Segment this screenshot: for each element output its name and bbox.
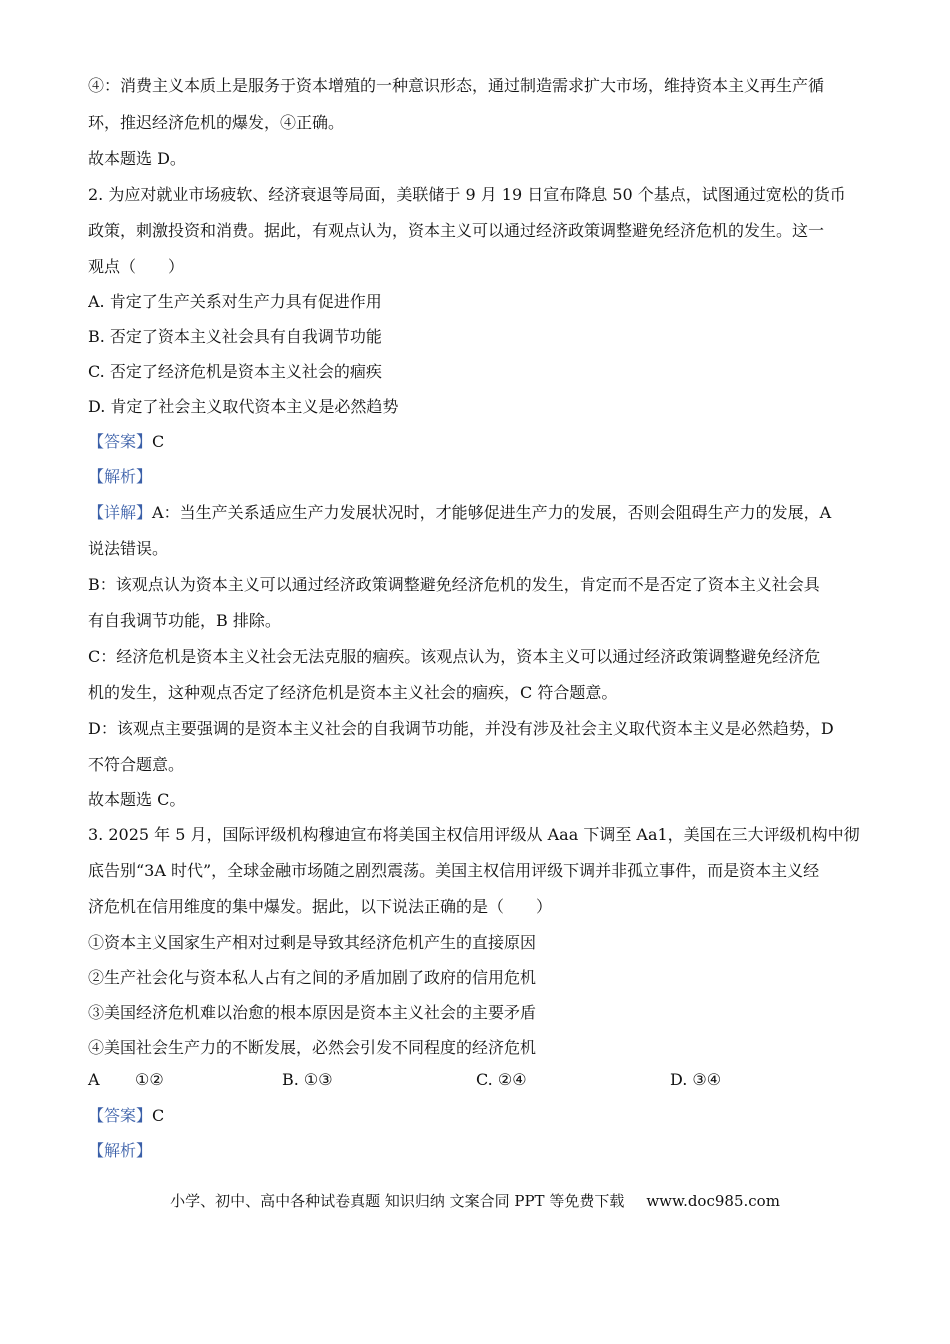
q3-stem-line: 济危机在信用维度的集中爆发。据此，以下说法正确的是（ ） — [88, 897, 553, 916]
q1-analysis-line: ④：消费主义本质上是服务于资本增殖的一种意识形态，通过制造需求扩大市场，维持资本主义再生产循 — [88, 76, 825, 95]
q2-stem-line: 观点（ ） — [88, 257, 185, 276]
q1-conclusion: 故本题选 D。 — [88, 149, 186, 168]
footer-text: 小学、初中、高中各种试卷真题 知识归纳 文案合同 PPT 等免费下载 — [170, 1192, 625, 1210]
q3-choice-d: D. ③④ — [670, 1070, 722, 1089]
q2-detail-line: B：该观点认为资本主义可以通过经济政策调整避免经济危机的发生，肯定而不是否定了资本主义社会具 — [88, 575, 820, 594]
q2-option-c: C. 否定了经济危机是资本主义社会的痼疾 — [88, 362, 382, 381]
q2-detail-line: D：该观点主要强调的是资本主义社会的自我调节功能，并没有涉及社会主义取代资本主义是必然趋势，D — [88, 719, 834, 738]
q2-detail-line: 不符合题意。 — [88, 755, 185, 774]
q3-analysis-heading — [88, 1140, 868, 1162]
q2-detail-line: 【详解】A：当生产关系适应生产力发展状况时，才能够促进生产力的发展，否则会阻碍生产力的发展，A — [88, 503, 832, 522]
analysis-label: 【解析】 — [88, 1141, 153, 1160]
q3-choice-b: B. ①③ — [282, 1070, 333, 1089]
answer-label: 【答案】 — [88, 1106, 153, 1125]
detail-label: 【详解】 — [88, 503, 153, 522]
q3-answer — [88, 1105, 868, 1127]
q3-statement-2: ②生产社会化与资本私人占有之间的矛盾加剧了政府的信用危机 — [88, 968, 537, 987]
q3-stem-line: 底告别“3A 时代”，全球金融市场随之剧烈震荡。美国主权信用评级下调并非孤立事件，而是资本主义经 — [88, 861, 820, 880]
footer-url[interactable]: www.doc985.com — [646, 1192, 780, 1210]
q3-choice-c: C. ②④ — [476, 1070, 527, 1089]
q2-answer — [88, 431, 868, 453]
q3-choice-a-text: ①② — [135, 1070, 164, 1089]
analysis-label: 【解析】 — [88, 467, 153, 486]
q2-detail-line: 说法错误。 — [88, 539, 169, 558]
q2-stem-line: 2. 为应对就业市场疲软、经济衰退等局面，美联储于 9 月 19 日宣布降息 50 个基点，试图通过宽松的货币 — [88, 185, 846, 204]
q1-analysis-line: 环，推迟经济危机的爆发，④正确。 — [88, 113, 345, 132]
q2-detail-line: 机的发生，这种观点否定了经济危机是资本主义社会的痼疾，C 符合题意。 — [88, 683, 618, 702]
q2-detail-line: 有自我调节功能，B 排除。 — [88, 611, 281, 630]
q2-detail-line: C：经济危机是资本主义社会无法克服的痼疾。该观点认为，资本主义可以通过经济政策调整避免经济危 — [88, 647, 821, 666]
q3-choice-a-letter: A — [88, 1070, 100, 1089]
q2-stem-line: 政策，刺激投资和消费。据此，有观点认为，资本主义可以通过经济政策调整避免经济危机的发生。这一 — [88, 221, 825, 240]
q3-statement-3: ③美国经济危机难以治愈的根本原因是资本主义社会的主要矛盾 — [88, 1003, 537, 1022]
q3-statement-1: ①资本主义国家生产相对过剩是导致其经济危机产生的直接原因 — [88, 933, 537, 952]
page-footer — [0, 1190, 950, 1212]
q2-option-b: B. 否定了资本主义社会具有自我调节功能 — [88, 327, 382, 346]
q2-conclusion: 故本题选 C。 — [88, 790, 186, 809]
q3-stem-line: 3. 2025 年 5 月，国际评级机构穆迪宣布将美国主权信用评级从 Aaa 下调至 Aa1，美国在三大评级机构中彻 — [88, 825, 860, 844]
answer-value: C — [152, 1106, 165, 1125]
answer-value: C — [152, 432, 165, 451]
q2-option-a: A. 肯定了生产关系对生产力具有促进作用 — [88, 292, 382, 311]
q2-analysis-heading — [88, 466, 868, 488]
q3-statement-4: ④美国社会生产力的不断发展，必然会引发不同程度的经济危机 — [88, 1038, 537, 1057]
answer-label: 【答案】 — [88, 432, 153, 451]
q2-option-d: D. 肯定了社会主义取代资本主义是必然趋势 — [88, 397, 399, 416]
